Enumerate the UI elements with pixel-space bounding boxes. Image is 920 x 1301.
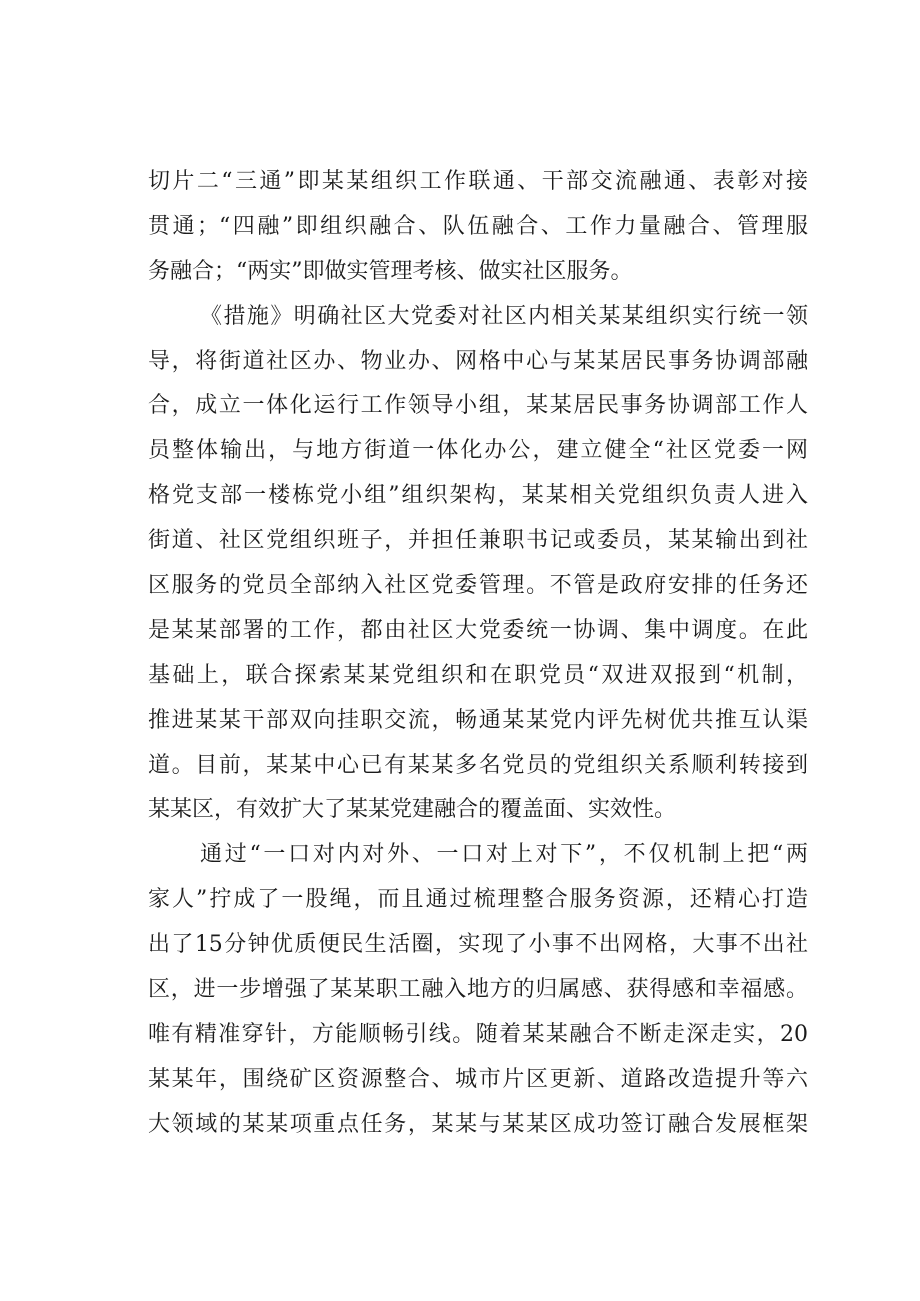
- paragraph-2-line-9: 基础上，联合探索某某党组织和在职党员“双进双报到“机制，: [148, 662, 808, 688]
- paragraph-3-line-3: 出了15分钟优质便民生活圈，实现了小事不出网格，大事不出社: [148, 932, 808, 958]
- paragraph-2-line-6: 街道、社区党组织班子，并担任兼职书记或委员，某某输出到社: [148, 528, 808, 554]
- paragraph-3-line-1: 通过“一口对内对外、一口对上对下”，不仅机制上把“两: [200, 842, 808, 868]
- paragraph-3-line-5: 唯有精准穿针，方能顺畅引线。随着某某融合不断走深走实，20: [148, 1021, 808, 1047]
- paragraph-2-line-12: 某某区，有效扩大了某某党建融合的覆盖面、实效性。: [148, 797, 677, 823]
- paragraph-2-line-3: 合，成立一体化运行工作领导小组，某某居民事务协调部工作人: [148, 393, 808, 419]
- paragraph-2-line-2: 导，将街道社区办、物业办、网格中心与某某居民事务协调部融: [148, 348, 808, 374]
- paragraph-3-line-7: 大领域的某某项重点任务，某某与某某区成功签订融合发展框架: [148, 1111, 808, 1137]
- paragraph-2-line-11: 道。目前，某某中心已有某某多名党员的党组织关系顺利转接到: [148, 752, 808, 778]
- paragraph-3-line-6: 某某年，围绕矿区资源整合、城市片区更新、道路改造提升等六: [148, 1066, 808, 1092]
- paragraph-1-line-1: 切片二“三通”即某某组织工作联通、干部交流融通、表彰对接: [148, 169, 808, 194]
- paragraph-1-line-3: 务融合；“两实”即做实管理考核、做实社区服务。: [148, 258, 633, 284]
- paragraph-2-line-5: 格党支部一楼栋党小组”组织架构，某某相关党组织负责人进入: [148, 483, 808, 509]
- paragraph-2-line-10: 推进某某干部双向挂职交流，畅通某某党内评先树优共推互认渠: [148, 707, 808, 733]
- document-body: [148, 160, 808, 1148]
- paragraph-3-line-4: 区，进一步增强了某某职工融入地方的归属感、获得感和幸福感。: [148, 977, 808, 1003]
- paragraph-2-line-8: 是某某部署的工作，都由社区大党委统一协调、集中调度。在此: [148, 617, 808, 643]
- paragraph-1-line-2: 贯通；“四融”即组织融合、队伍融合、工作力量融合、管理服: [148, 213, 808, 239]
- paragraph-2-line-7: 区服务的党员全部纳入社区党委管理。不管是政府安排的任务还: [148, 573, 808, 599]
- paragraph-2-line-4: 员整体输出，与地方街道一体化办公，建立健全“社区党委一网: [148, 438, 808, 464]
- paragraph-2-line-1: 《措施》明确社区大党委对社区内相关某某组织实行统一领: [200, 303, 808, 329]
- paragraph-3-line-2: 家人”拧成了一股绳，而且通过梳理整合服务资源，还精心打造: [148, 887, 808, 913]
